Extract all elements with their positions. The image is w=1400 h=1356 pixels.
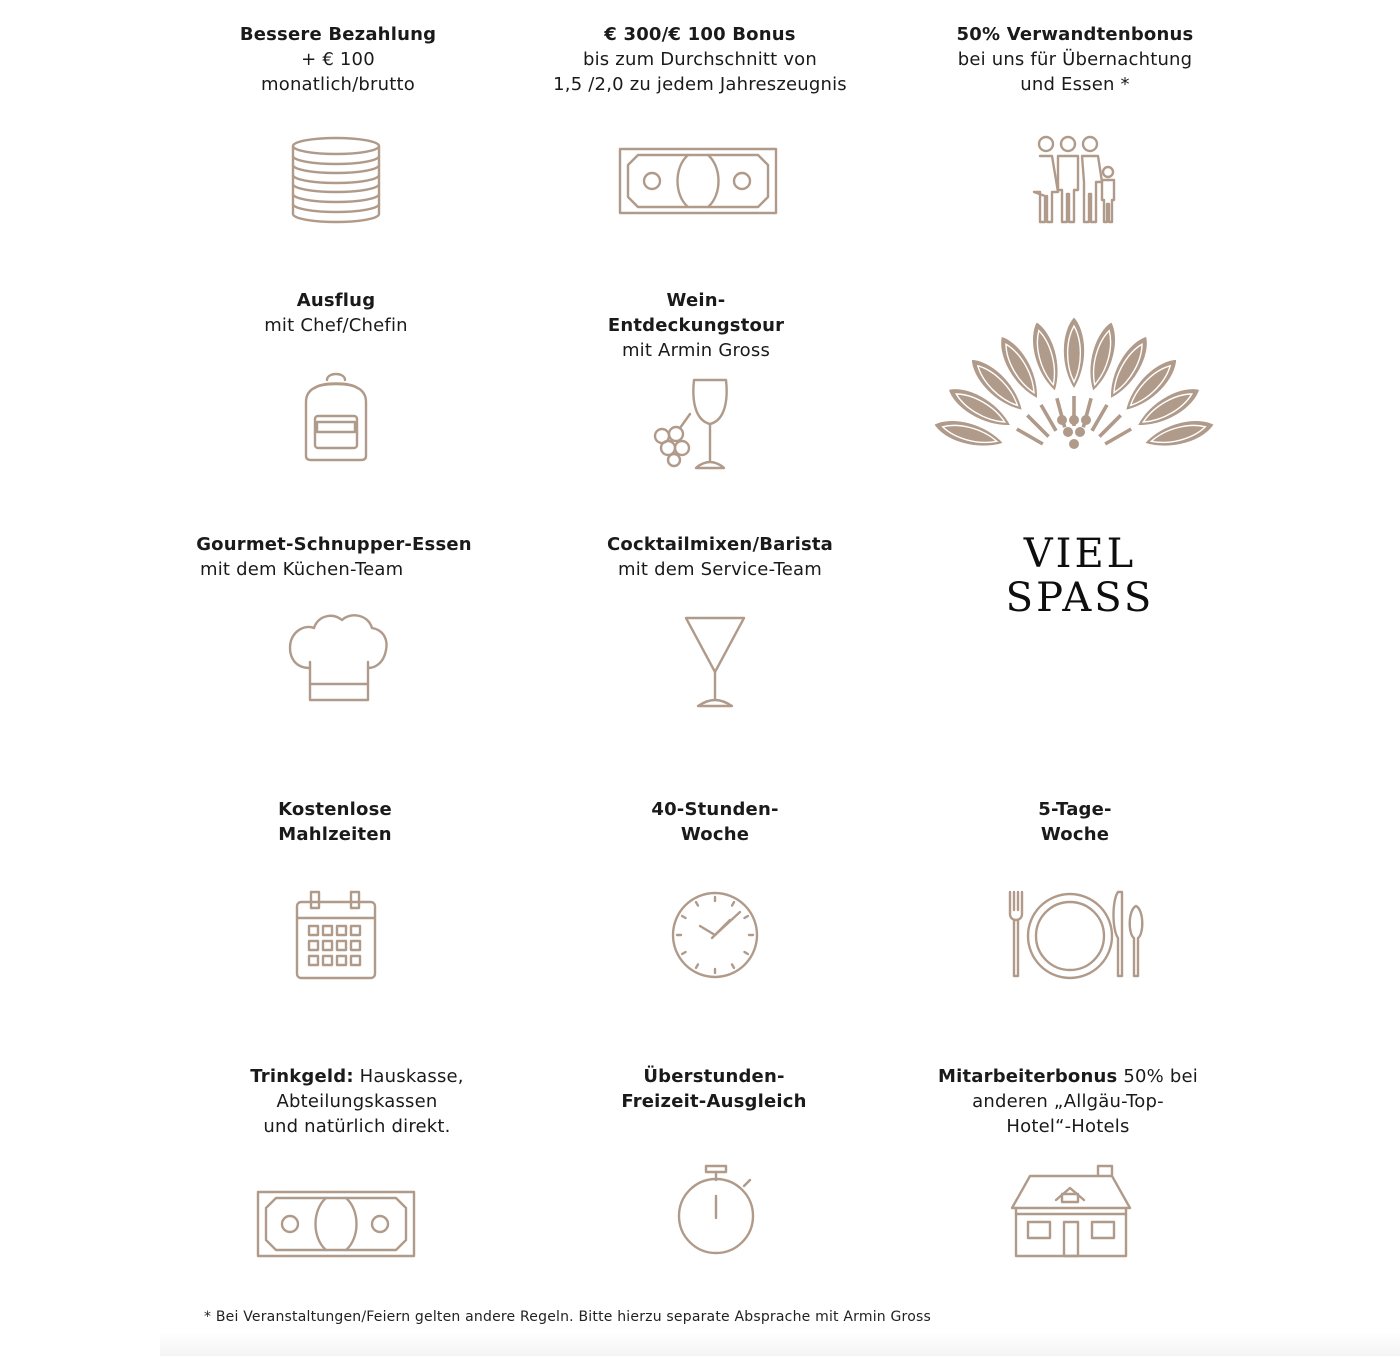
cocktail-glass-icon bbox=[684, 616, 746, 708]
benefit-5-days bbox=[970, 797, 1180, 847]
fan-logo-icon bbox=[954, 312, 1194, 454]
benefit-text: und natürlich direkt. bbox=[263, 1116, 451, 1137]
benefit-text: Hauskasse, bbox=[353, 1066, 464, 1087]
benefit-title: Wein- bbox=[666, 290, 726, 311]
benefit-title: 40-Stunden- bbox=[651, 799, 779, 820]
coin-stack-icon bbox=[290, 136, 382, 226]
benefit-title: Freizeit-Ausgleich bbox=[621, 1091, 807, 1112]
benefit-staff-bonus bbox=[930, 1064, 1206, 1139]
benefit-relatives-bonus bbox=[935, 22, 1215, 97]
slogan bbox=[980, 532, 1180, 620]
benefit-text: monatlich/brutto bbox=[261, 74, 415, 95]
benefit-title: Mahlzeiten bbox=[278, 824, 392, 845]
benefit-text: bei uns für Übernachtung bbox=[957, 49, 1193, 70]
backpack-icon bbox=[303, 372, 369, 462]
benefit-text: + € 100 bbox=[301, 49, 375, 70]
benefit-40-hours bbox=[610, 797, 820, 847]
benefit-title: 5-Tage- bbox=[1038, 799, 1112, 820]
benefit-tips bbox=[222, 1064, 492, 1139]
benefit-title: Cocktailmixen/Barista bbox=[606, 534, 834, 555]
benefit-title: Entdeckungstour bbox=[607, 315, 785, 336]
benefit-title: 50% Verwandtenbonus bbox=[956, 24, 1194, 45]
plate-cutlery-icon bbox=[1006, 890, 1146, 980]
benefit-text: mit dem Service-Team bbox=[617, 559, 822, 580]
benefit-text: 1,5 /2,0 zu jedem Jahreszeugnis bbox=[553, 74, 847, 95]
wine-glass-grapes-icon bbox=[650, 378, 730, 470]
benefit-bonus bbox=[520, 22, 880, 97]
benefit-better-pay bbox=[200, 22, 476, 97]
footnote: * Bei Veranstaltungen/Feiern gelten andere Regeln. Bitte hierzu separate Absprache mit Armin Gross bbox=[204, 1309, 931, 1325]
benefit-gourmet bbox=[196, 532, 472, 582]
benefit-title: Mitarbeiterbonus bbox=[937, 1066, 1118, 1087]
benefit-text: bis zum Durchschnitt von bbox=[582, 49, 818, 70]
benefit-text: 50% bei bbox=[1117, 1066, 1199, 1087]
benefit-title: Woche bbox=[680, 824, 750, 845]
benefit-title: Bessere Bezahlung bbox=[239, 24, 437, 45]
benefit-title: Ausflug bbox=[296, 290, 376, 311]
benefit-text: anderen „Allgäu-Top- bbox=[972, 1091, 1164, 1112]
benefit-title: Kostenlose bbox=[278, 799, 392, 820]
banknote-icon bbox=[618, 147, 778, 215]
benefit-title: Trinkgeld: bbox=[250, 1066, 354, 1087]
benefit-text: mit Armin Gross bbox=[621, 340, 771, 361]
benefit-title: Gourmet-Schnupper-Essen bbox=[196, 534, 472, 555]
benefit-trip bbox=[200, 288, 472, 338]
benefit-wine-tour bbox=[556, 288, 836, 363]
banknote-icon bbox=[256, 1190, 416, 1258]
benefit-title: Überstunden- bbox=[643, 1066, 785, 1087]
benefit-text: und Essen * bbox=[1020, 74, 1130, 95]
bottom-shadow bbox=[160, 1332, 1400, 1356]
house-icon bbox=[1008, 1164, 1134, 1258]
chef-hat-icon bbox=[288, 612, 390, 704]
benefit-text: mit Chef/Chefin bbox=[264, 315, 408, 336]
slogan-line1: VIEL bbox=[1023, 531, 1137, 577]
benefit-text: Abteilungskassen bbox=[276, 1091, 438, 1112]
benefit-free-meals bbox=[230, 797, 440, 847]
family-icon bbox=[1032, 134, 1120, 226]
benefit-title: Woche bbox=[1040, 824, 1110, 845]
stopwatch-icon bbox=[676, 1164, 756, 1256]
slogan-line2: SPASS bbox=[1005, 575, 1155, 621]
benefit-cocktail bbox=[590, 532, 850, 582]
calendar-icon bbox=[295, 890, 377, 980]
clock-icon bbox=[670, 890, 760, 980]
benefit-text: Hotel“-Hotels bbox=[1006, 1116, 1130, 1137]
benefit-title: € 300/€ 100 Bonus bbox=[604, 24, 796, 45]
benefit-overtime bbox=[600, 1064, 828, 1114]
benefit-text: mit dem Küchen-Team bbox=[200, 559, 404, 580]
